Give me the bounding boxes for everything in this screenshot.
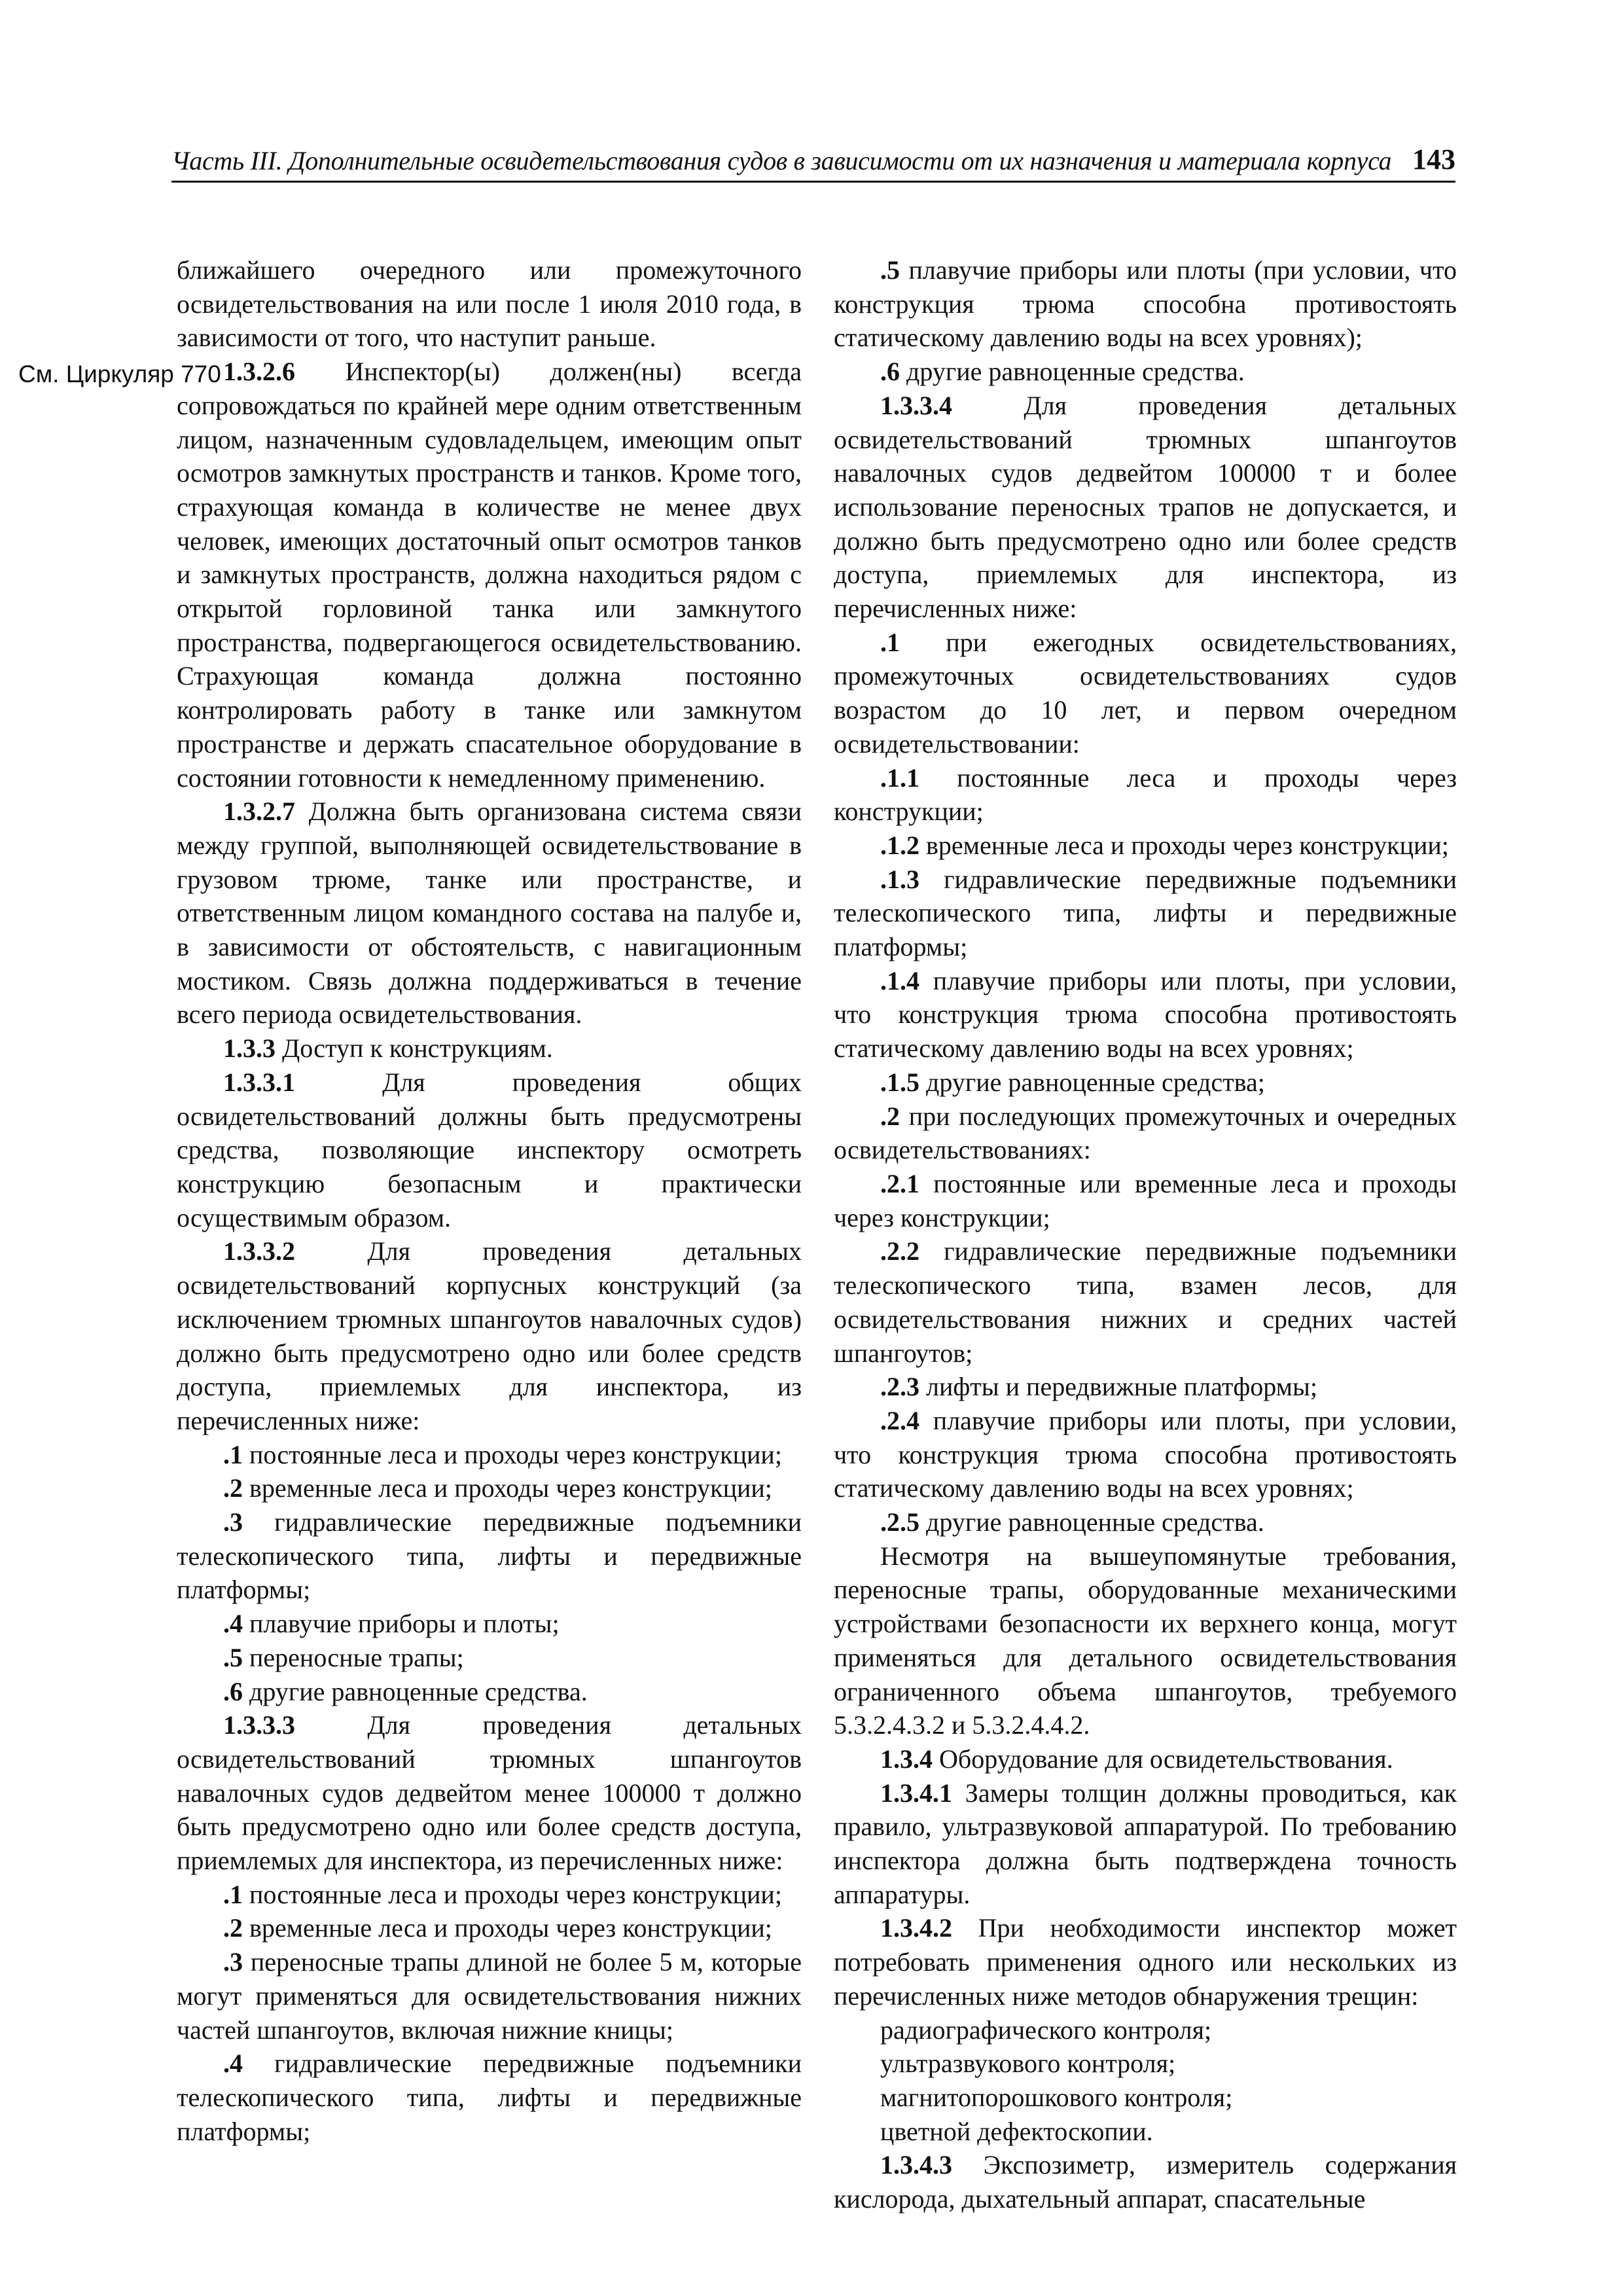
list-item: .1 при ежегодных освидетельствованиях, промежуточных освидетельствованиях судов возрастом до 10 лет, и первом очередном освидетельствовании: — [834, 627, 1457, 759]
list-item: .4 плавучие приборы и плоты; — [223, 1609, 560, 1639]
header-title: Часть III. Дополнительные освидетельствования судов в зависимости от их назначения и материала корпуса — [171, 146, 1392, 175]
paragraph: 1.3.2.7 Должна быть организована система связи между группой, выполняющей освидетельствование в грузовом трюме, танке или пространстве, и ответственным лицом командного состава на палубе и, в зависимости от обстоятельств, с навигационным мостиком. Связь должна поддерживаться в течение всего периода освидетельствования. — [177, 797, 802, 1030]
circular-margin-note: См. Циркуляр 770 — [18, 361, 221, 387]
paragraph: 1.3.4.1 Замеры толщин должны проводиться, как правило, ультразвуковой аппаратурой. По требованию инспектора должна быть подтверждена точность аппаратуры. — [834, 1778, 1457, 1909]
left-column — [177, 253, 802, 2148]
list-item: .2.1 постоянные или временные леса и проходы через конструкции; — [834, 1168, 1457, 1232]
page-number: 143 — [1412, 143, 1455, 175]
list-item: .1.2 временные леса и проходы через конструкции; — [880, 830, 1449, 860]
list-item: .2 временные леса и проходы через конструкции; — [223, 1913, 772, 1943]
list-item: .2.4 плавучие приборы или плоты, при условии, что конструкция трюма способна противостоять статическому давлению воды на всех уровнях; — [834, 1405, 1457, 1503]
list-item: .2.5 другие равноценные средства. — [880, 1507, 1264, 1537]
list-item: .3 переносные трапы длиной не более 5 м, которые могут применяться для освидетельствования нижних частей шпангоутов, включая нижние кницы; — [177, 1947, 802, 2045]
list-item: .3 гидравлические передвижные подъемники телескопического типа, лифты и передвижные платформы; — [177, 1507, 802, 1605]
section-heading: 1.3.3 Доступ к конструкциям. — [223, 1033, 553, 1064]
list-item: .6 другие равноценные средства. — [880, 357, 1245, 387]
list-item: .2 временные леса и проходы через конструкции; — [223, 1473, 772, 1503]
section-heading: 1.3.4 Оборудование для освидетельствования. — [880, 1744, 1393, 1774]
method-item: радиографического контроля; — [880, 2015, 1212, 2045]
list-item: .2.3 лифты и передвижные платформы; — [880, 1372, 1317, 1402]
paragraph: 1.3.4.2 При необходимости инспектор может потребовать применения одного или нескольких из перечисленных ниже методов обнаружения трещин: — [834, 1913, 1457, 2011]
method-item: цветной дефектоскопии. — [880, 2116, 1153, 2146]
method-item: ультразвукового контроля; — [880, 2049, 1176, 2079]
list-item: .1.4 плавучие приборы или плоты, при условии, что конструкция трюма способна противостоять статическому давлению воды на всех уровнях; — [834, 965, 1457, 1064]
paragraph: Несмотря на вышеупомянутые требования, переносные трапы, оборудованные механическими устройствами безопасности их верхнего конца, могут применяться для детального освидетельствования ограниченного объема шпангоутов, требуемого 5.3.2.4.3.2 и 5.3.2.4.4.2. — [834, 1541, 1457, 1740]
paragraph: 1.3.3.4 Для проведения детальных освидетельствований трюмных шпангоутов навалочных судов дедвейтом 100000 т и более использование переносных трапов не допускается, и должно быть предусмотрено одно или более средств доступа, приемлемых для инспектора, из перечисленных ниже: — [834, 390, 1457, 624]
list-item: .5 плавучие приборы или плоты (при условии, что конструкция трюма способна противостоять статическому давлению воды на всех уровнях); — [834, 255, 1457, 353]
paragraph: ближайшего очередного или промежуточного освидетельствования на или после 1 июля 2010 года, в зависимости от того, что наступит раньше. — [177, 255, 802, 353]
paragraph: 1.3.3.3 Для проведения детальных освидетельствований трюмных шпангоутов навалочных судов дедвейтом менее 100000 т должно быть предусмотрено одно или более средств доступа, приемлемых для инспектора, из перечисленных ниже: — [177, 1710, 802, 1876]
list-item: .1.1 постоянные леса и проходы через конструкции; — [834, 762, 1457, 827]
list-item: .1 постоянные леса и проходы через конструкции; — [223, 1879, 782, 1909]
running-header — [171, 139, 1455, 183]
list-item: .5 переносные трапы; — [223, 1642, 464, 1672]
list-item: .2 при последующих промежуточных и очередных освидетельствованиях: — [834, 1101, 1457, 1165]
paragraph: 1.3.3.2 Для проведения детальных освидетельствований корпусных конструкций (за исключением трюмных шпангоутов навалочных судов) должно быть предусмотрено одно или более средств доступа, приемлемых для инспектора, из перечисленных ниже: — [177, 1236, 802, 1435]
list-item: .1.5 другие равноценные средства; — [880, 1067, 1265, 1097]
right-column — [834, 253, 1457, 2216]
list-item: .2.2 гидравлические передвижные подъемники телескопического типа, взамен лесов, для освидетельствования нижних и средних частей шпангоутов; — [834, 1236, 1457, 1368]
method-item: магнитопорошкового контроля; — [880, 2082, 1233, 2112]
paragraph: 1.3.3.1 Для проведения общих освидетельствований должны быть предусмотрены средства, позволяющие инспектору осмотреть конструкцию безопасным и практически осуществимым образом. — [177, 1067, 802, 1232]
list-item: .1.3 гидравлические передвижные подъемники телескопического типа, лифты и передвижные платформы; — [834, 864, 1457, 962]
list-item: .4 гидравлические передвижные подъемники телескопического типа, лифты и передвижные платформы; — [177, 2049, 802, 2146]
paragraph: 1.3.2.6 Инспектор(ы) должен(ны) всегда сопровождаться по крайней мере одним ответственным лицом, назначенным судовладельцем, имеющим опыт осмотров замкнутых пространств и танков. Кроме того, страхующая команда в количестве не менее двух человек, имеющих достаточный опыт осмотров танков и замкнутых пространств, должна находиться рядом с открытой горловиной танка или замкнутого пространства, подвергающегося освидетельствованию. Страхующая команда должна постоянно контролировать работу в танке или замкнутом пространстве и держать спасательное оборудование в состоянии готовности к немедленному применению. — [177, 357, 802, 793]
list-item: .6 другие равноценные средства. — [223, 1676, 588, 1706]
paragraph: 1.3.4.3 Экспозиметр, измеритель содержания кислорода, дыхательный аппарат, спасательные — [834, 2150, 1457, 2214]
list-item: .1 постоянные леса и проходы через конструкции; — [223, 1439, 782, 1469]
